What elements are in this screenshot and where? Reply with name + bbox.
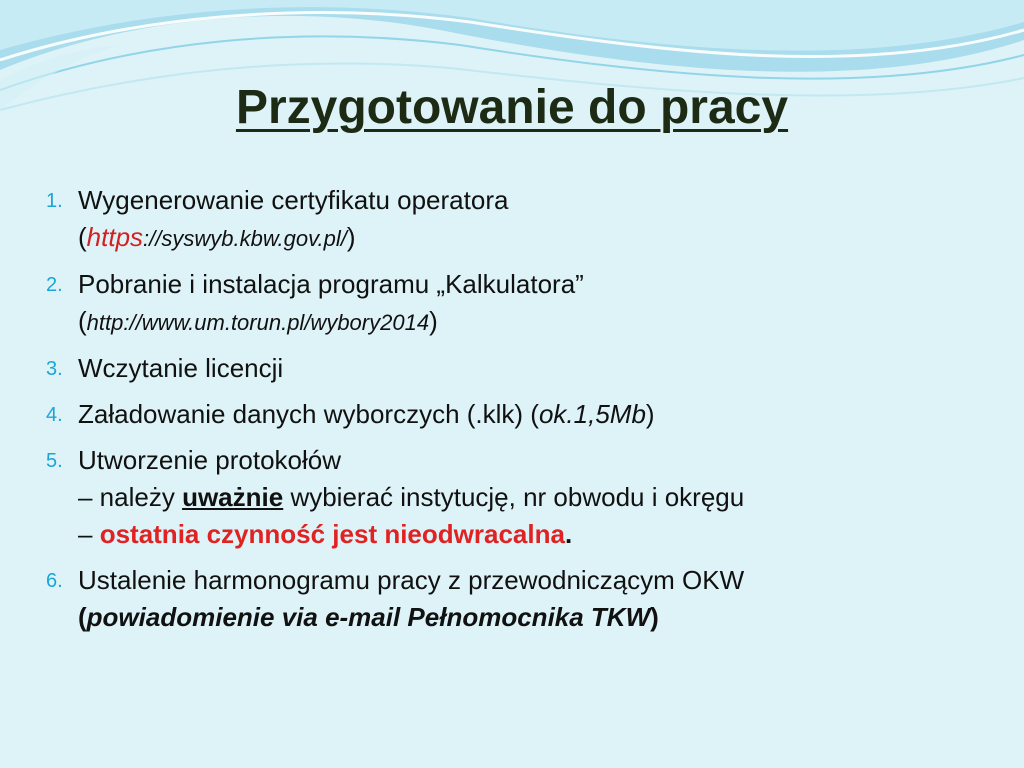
item-text: Pobranie i instalacja programu „Kalkulatora” bbox=[78, 269, 584, 299]
list-item bbox=[40, 396, 1000, 433]
list-item bbox=[40, 266, 1000, 341]
item-number: 5. bbox=[46, 450, 63, 472]
list-item bbox=[40, 182, 1000, 257]
item-text: Utworzenie protokołów bbox=[78, 445, 342, 475]
item-text: Załadowanie danych wyborczych (.klk) (ok.1,5Mb) bbox=[78, 399, 655, 429]
item-text: Wygenerowanie certyfikatu operatora bbox=[78, 185, 509, 215]
certificate-link-rest[interactable]: ://syswyb.kbw.gov.pl/ bbox=[143, 226, 347, 251]
item-subline: – ostatnia czynność jest nieodwracalna. bbox=[78, 519, 573, 549]
item-subline: (https://syswyb.kbw.gov.pl/) bbox=[78, 222, 356, 252]
emphasis-text: uważnie bbox=[182, 482, 284, 512]
list-item bbox=[40, 442, 1000, 553]
item-number: 3. bbox=[46, 358, 63, 380]
item-subline: – należy uważnie wybierać instytucję, nr obwodu i okręgu bbox=[78, 482, 745, 512]
warning-text: ostatnia czynność jest nieodwracalna bbox=[99, 519, 565, 549]
item-text: Wczytanie licencji bbox=[78, 353, 284, 383]
list-item bbox=[40, 562, 1000, 636]
certificate-link[interactable]: https bbox=[86, 222, 144, 252]
item-number: 1. bbox=[46, 190, 63, 212]
item-number: 4. bbox=[46, 404, 63, 426]
numbered-list bbox=[40, 182, 1000, 645]
slide-title: Przygotowanie do pracy bbox=[235, 81, 789, 134]
item-subline: (powiadomienie via e-mail Pełnomocnika TKW) bbox=[78, 602, 659, 632]
item-number: 2. bbox=[46, 274, 63, 296]
item-number: 6. bbox=[46, 570, 63, 592]
calculator-link[interactable]: http://www.um.torun.pl/wybory2014 bbox=[86, 310, 430, 335]
item-subline: (http://www.um.torun.pl/wybory2014) bbox=[78, 306, 438, 336]
list-item bbox=[40, 350, 1000, 387]
item-text: Ustalenie harmonogramu pracy z przewodniczącym OKW bbox=[78, 565, 745, 595]
